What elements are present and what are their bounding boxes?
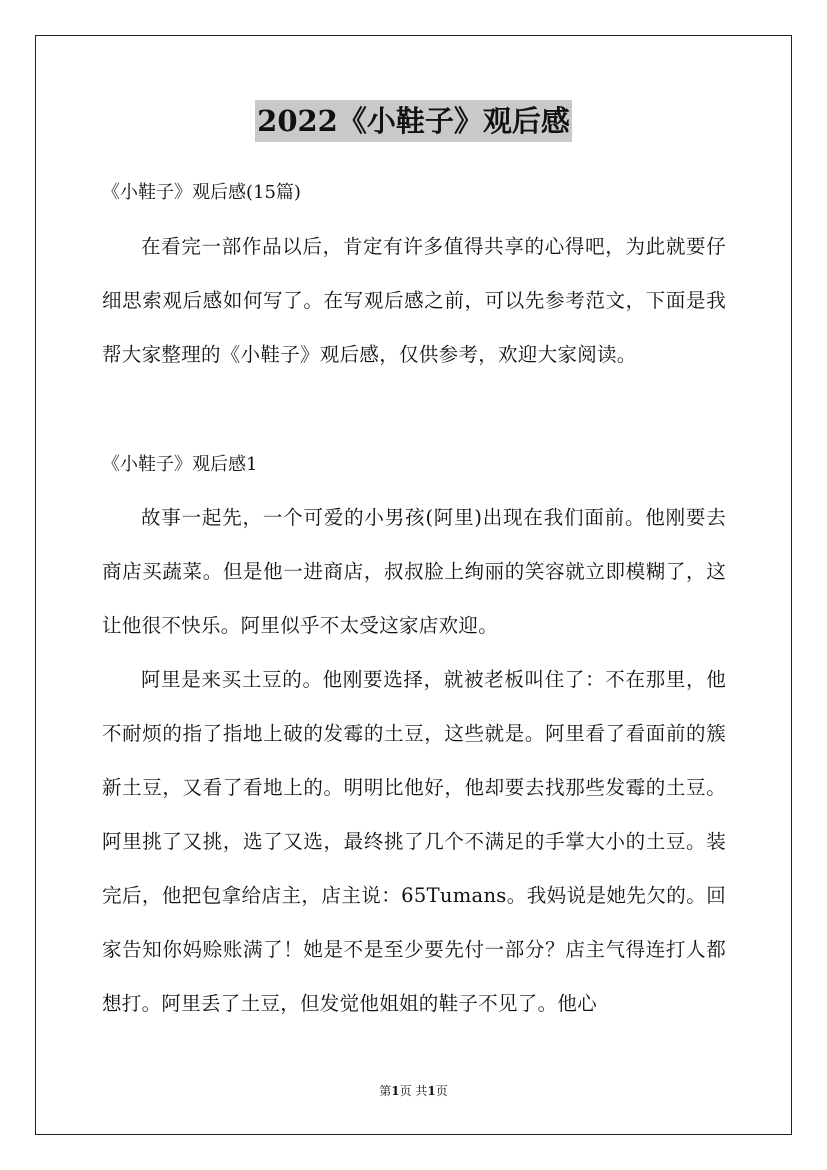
intro-paragraph: 在看完一部作品以后，肯定有许多值得共享的心得吧，为此就要仔细思索观后感如何写了。在写观后感之前，可以先参考范文，下面是我帮大家整理的《小鞋子》观后感，仅供参考，欢迎大家阅读。: [102, 235, 726, 366]
body-paragraph-2: 阿里是来买土豆的。他刚要选择，就被老板叫住了：不在那里，他不耐烦的指了指地上破的发霉的土豆，这些就是。阿里看了看面前的簇新土豆，又看了看地上的。明明比他好，他却要去找那些发霉的土豆。阿里挑了又挑，选了又选，最终挑了几个不满足的手掌大小的土豆。装完后，他把包拿给店主，店主说：65Tumans。我妈说是她先欠的。回家告知你妈赊账满了！她是不是至少要先付一部分？店主气得连打人都想打。阿里丢了土豆，但发觉他姐姐的鞋子不见了。他心: [102, 668, 726, 1015]
document-subtitle: 《小鞋子》观后感(15篇): [102, 182, 301, 203]
footer-page-total: 1: [427, 1084, 436, 1098]
page-footer: [0, 1082, 827, 1100]
body-paragraph-1: 故事一起先，一个可爱的小男孩(阿里)出现在我们面前。他刚要去商店买蔬菜。但是他一进商店，叔叔脸上绚丽的笑容就立即模糊了，这让他很不快乐。阿里似乎不太受这家店欢迎。: [102, 506, 726, 637]
footer-page-suffix: 页: [435, 1084, 448, 1098]
footer-page-mid: 页 共: [399, 1084, 428, 1098]
footer-page-current: 1: [391, 1084, 400, 1098]
document-title: 2022《小鞋子》观后感: [255, 100, 572, 142]
title-wrap: [0, 100, 827, 142]
section-heading: 《小鞋子》观后感1: [102, 454, 258, 475]
footer-page-prefix: 第: [379, 1084, 392, 1098]
